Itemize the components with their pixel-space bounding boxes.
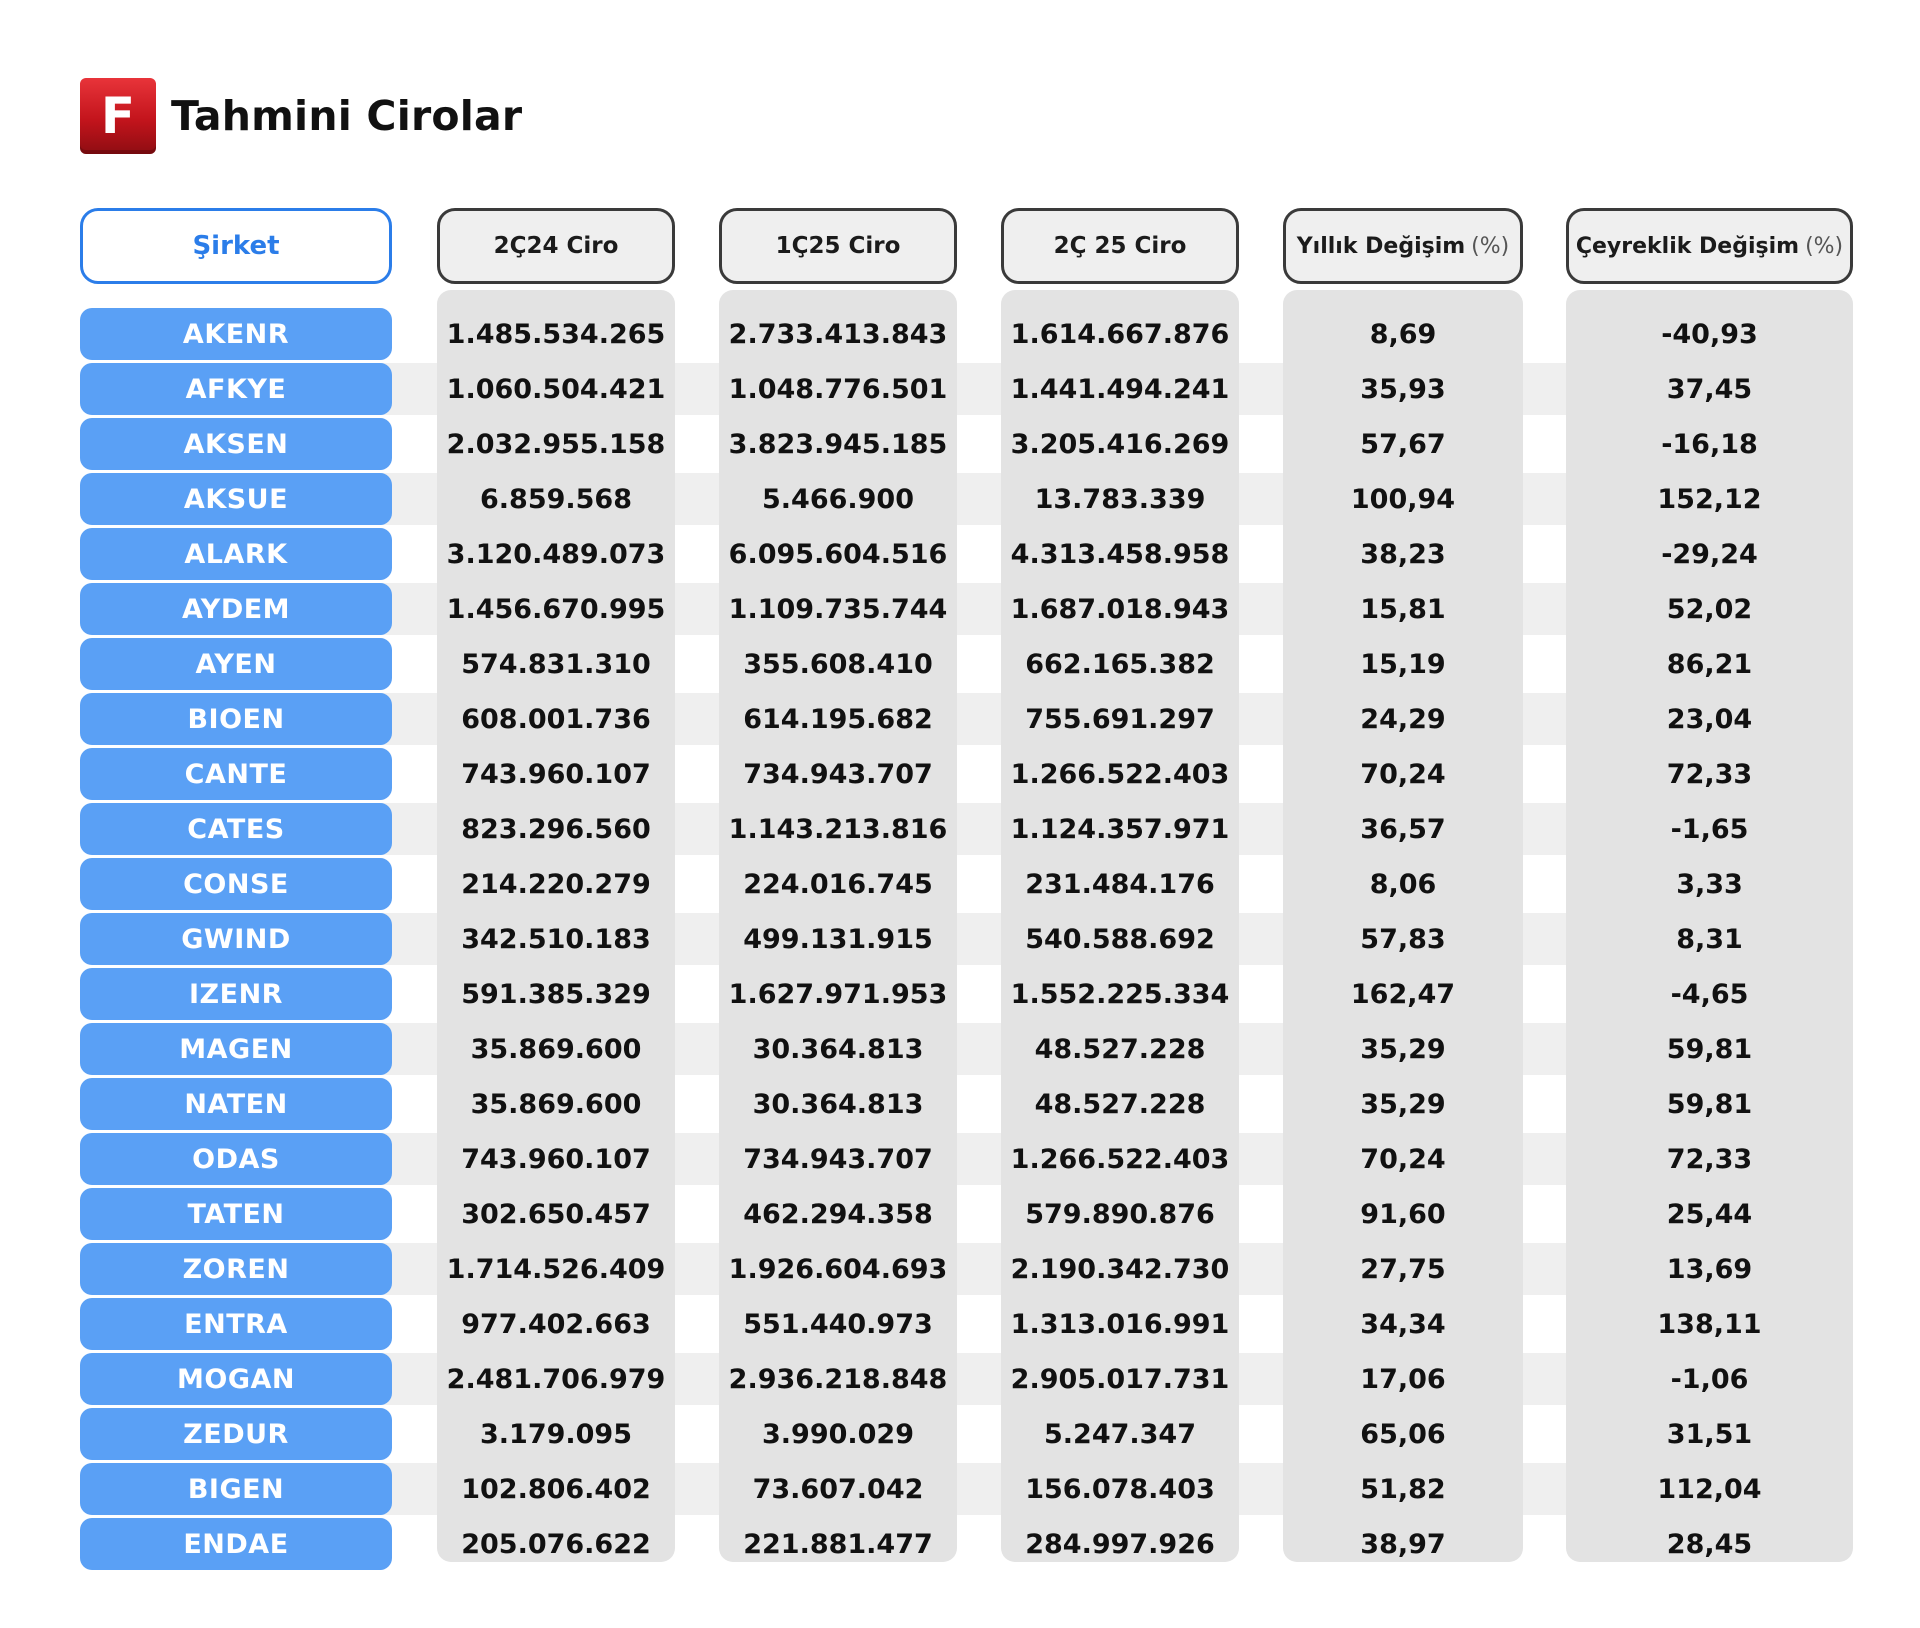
- brand-header: [80, 78, 522, 154]
- cell-q1-25: 614.195.682: [743, 703, 933, 735]
- cell-q2-25: 1.124.357.971: [1010, 813, 1230, 845]
- cell-q2-24: 205.076.622: [461, 1528, 651, 1560]
- cell-q2-25: 156.078.403: [1025, 1473, 1215, 1505]
- cell-q1-25: 3.990.029: [761, 1418, 915, 1450]
- cell-q1-25: 221.881.477: [743, 1528, 933, 1560]
- cell-yearly-change: 65,06: [1360, 1418, 1446, 1450]
- cell-q1-25: 2.733.413.843: [728, 318, 948, 350]
- header-company-label: Şirket: [192, 231, 280, 261]
- cell-q2-25: 2.905.017.731: [1010, 1363, 1230, 1395]
- cell-quarterly-change: 59,81: [1666, 1088, 1753, 1120]
- cell-yearly-change: 100,94: [1350, 483, 1456, 515]
- cell-q2-25: 231.484.176: [1025, 868, 1215, 900]
- cell-q1-25: 1.109.735.744: [728, 593, 948, 625]
- company-ticker: AYDEM: [80, 583, 392, 635]
- company-ticker: AKSEN: [80, 418, 392, 470]
- company-ticker: GWIND: [80, 913, 392, 965]
- company-ticker: AKENR: [80, 308, 392, 360]
- cell-q2-25: 2.190.342.730: [1010, 1253, 1230, 1285]
- cell-yearly-change: 162,47: [1350, 978, 1456, 1010]
- company-ticker: AFKYE: [80, 363, 392, 415]
- cell-yearly-change: 70,24: [1360, 758, 1446, 790]
- brand-logo-icon: [80, 78, 156, 154]
- cell-q1-25: 734.943.707: [743, 758, 933, 790]
- cell-quarterly-change: 138,11: [1657, 1308, 1762, 1340]
- cell-q2-24: 2.032.955.158: [446, 428, 666, 460]
- header-q2-24-label: 2Ç24 Ciro: [493, 233, 619, 259]
- company-ticker: AYEN: [80, 638, 392, 690]
- cell-q2-24: 6.859.568: [479, 483, 633, 515]
- company-ticker: CANTE: [80, 748, 392, 800]
- cell-q1-25: 2.936.218.848: [728, 1363, 948, 1395]
- cell-quarterly-change: 72,33: [1666, 758, 1753, 790]
- cell-quarterly-change: -1,65: [1670, 813, 1749, 845]
- cell-quarterly-change: -29,24: [1661, 538, 1758, 570]
- header-yearly-change: [1283, 208, 1523, 284]
- company-ticker: MAGEN: [80, 1023, 392, 1075]
- cell-q2-25: 755.691.297: [1025, 703, 1215, 735]
- page-title: Tahmini Cirolar: [171, 92, 523, 140]
- company-ticker: IZENR: [80, 968, 392, 1020]
- cell-q2-25: 5.247.347: [1043, 1418, 1197, 1450]
- cell-quarterly-change: 37,45: [1666, 373, 1753, 405]
- cell-yearly-change: 17,06: [1360, 1363, 1446, 1395]
- cell-q2-24: 608.001.736: [461, 703, 651, 735]
- company-ticker: ALARK: [80, 528, 392, 580]
- cell-q2-24: 574.831.310: [461, 648, 651, 680]
- cell-quarterly-change: 86,21: [1666, 648, 1753, 680]
- cell-q2-24: 342.510.183: [461, 923, 651, 955]
- cell-yearly-change: 8,06: [1369, 868, 1437, 900]
- cell-q2-25: 13.783.339: [1034, 483, 1206, 515]
- cell-q1-25: 462.294.358: [743, 1198, 933, 1230]
- cell-yearly-change: 35,93: [1360, 373, 1446, 405]
- cell-quarterly-change: 72,33: [1666, 1143, 1753, 1175]
- cell-q2-24: 743.960.107: [461, 1143, 651, 1175]
- cell-q2-24: 3.120.489.073: [446, 538, 666, 570]
- cell-q2-24: 1.060.504.421: [446, 373, 666, 405]
- cell-q1-25: 6.095.604.516: [728, 538, 948, 570]
- cell-q1-25: 1.143.213.816: [728, 813, 948, 845]
- cell-q2-24: 35.869.600: [470, 1033, 642, 1065]
- cell-q2-24: 743.960.107: [461, 758, 651, 790]
- cell-q2-25: 1.441.494.241: [1010, 373, 1230, 405]
- cell-q2-24: 35.869.600: [470, 1088, 642, 1120]
- cell-q2-24: 977.402.663: [461, 1308, 651, 1340]
- header-yearly-label: Yıllık Değişim: [1296, 233, 1466, 259]
- cell-yearly-change: 24,29: [1360, 703, 1446, 735]
- cell-q2-25: 662.165.382: [1025, 648, 1215, 680]
- cell-yearly-change: 15,19: [1360, 648, 1446, 680]
- cell-q2-25: 540.588.692: [1025, 923, 1215, 955]
- cell-q1-25: 734.943.707: [743, 1143, 933, 1175]
- cell-quarterly-change: 31,51: [1666, 1418, 1753, 1450]
- cell-yearly-change: 35,29: [1360, 1088, 1446, 1120]
- cell-yearly-change: 15,81: [1360, 593, 1446, 625]
- cell-q2-25: 1.266.522.403: [1010, 758, 1230, 790]
- company-ticker: ENDAE: [80, 1518, 392, 1570]
- header-q1-25-label: 1Ç25 Ciro: [775, 233, 901, 259]
- cell-q1-25: 224.016.745: [743, 868, 933, 900]
- cell-q2-24: 2.481.706.979: [446, 1363, 666, 1395]
- cell-quarterly-change: -40,93: [1661, 318, 1758, 350]
- cell-q1-25: 551.440.973: [743, 1308, 933, 1340]
- cell-quarterly-change: 152,12: [1657, 483, 1762, 515]
- cell-quarterly-change: 13,69: [1666, 1253, 1753, 1285]
- cell-q1-25: 73.607.042: [752, 1473, 924, 1505]
- cell-yearly-change: 91,60: [1360, 1198, 1446, 1230]
- company-ticker: CATES: [80, 803, 392, 855]
- cell-q2-25: 48.527.228: [1034, 1033, 1206, 1065]
- cell-q2-25: 1.266.522.403: [1010, 1143, 1230, 1175]
- company-ticker: AKSUE: [80, 473, 392, 525]
- cell-q1-25: 355.608.410: [743, 648, 933, 680]
- cell-q2-24: 591.385.329: [461, 978, 651, 1010]
- header-yearly-unit: (%): [1471, 233, 1510, 259]
- cell-q2-25: 1.313.016.991: [1010, 1308, 1230, 1340]
- cell-q1-25: 30.364.813: [752, 1033, 924, 1065]
- cell-q2-25: 48.527.228: [1034, 1088, 1206, 1120]
- header-quarterly-unit: (%): [1805, 233, 1844, 259]
- logo-letter: F: [100, 87, 136, 145]
- header-quarterly-label: Çeyreklik Değişim: [1575, 233, 1800, 259]
- cell-q2-24: 102.806.402: [461, 1473, 651, 1505]
- header-company: [80, 208, 392, 284]
- cell-quarterly-change: 8,31: [1676, 923, 1743, 955]
- header-q2-25-label: 2Ç 25 Ciro: [1053, 233, 1187, 259]
- cell-q1-25: 30.364.813: [752, 1088, 924, 1120]
- cell-q1-25: 1.926.604.693: [728, 1253, 948, 1285]
- cell-yearly-change: 34,34: [1360, 1308, 1446, 1340]
- cell-yearly-change: 70,24: [1360, 1143, 1446, 1175]
- company-ticker: ODAS: [80, 1133, 392, 1185]
- company-ticker: BIGEN: [80, 1463, 392, 1515]
- cell-quarterly-change: -4,65: [1670, 978, 1749, 1010]
- cell-yearly-change: 8,69: [1369, 318, 1437, 350]
- cell-quarterly-change: 23,04: [1666, 703, 1753, 735]
- company-ticker: MOGAN: [80, 1353, 392, 1405]
- header-quarterly-change: [1566, 208, 1853, 284]
- cell-q2-24: 214.220.279: [461, 868, 651, 900]
- cell-quarterly-change: -1,06: [1670, 1363, 1749, 1395]
- cell-q2-25: 284.997.926: [1025, 1528, 1215, 1560]
- cell-quarterly-change: 112,04: [1657, 1473, 1762, 1505]
- cell-yearly-change: 36,57: [1360, 813, 1446, 845]
- cell-yearly-change: 38,97: [1360, 1528, 1446, 1560]
- cell-yearly-change: 57,83: [1360, 923, 1446, 955]
- cell-q2-25: 1.614.667.876: [1010, 318, 1230, 350]
- cell-quarterly-change: 25,44: [1666, 1198, 1753, 1230]
- cell-q2-25: 4.313.458.958: [1010, 538, 1230, 570]
- company-ticker: NATEN: [80, 1078, 392, 1130]
- header-q2-25: [1001, 208, 1239, 284]
- cell-q2-25: 1.552.225.334: [1010, 978, 1230, 1010]
- header-q1-25: [719, 208, 957, 284]
- cell-q2-25: 1.687.018.943: [1010, 593, 1230, 625]
- company-ticker: ZOREN: [80, 1243, 392, 1295]
- cell-quarterly-change: 3,33: [1676, 868, 1743, 900]
- cell-q1-25: 1.627.971.953: [728, 978, 948, 1010]
- cell-q1-25: 3.823.945.185: [728, 428, 948, 460]
- cell-yearly-change: 38,23: [1360, 538, 1446, 570]
- cell-q2-24: 1.456.670.995: [446, 593, 666, 625]
- cell-q2-24: 302.650.457: [461, 1198, 651, 1230]
- cell-q1-25: 499.131.915: [743, 923, 933, 955]
- header-q2-24: [437, 208, 675, 284]
- cell-quarterly-change: 28,45: [1666, 1528, 1753, 1560]
- cell-q2-24: 1.714.526.409: [446, 1253, 666, 1285]
- cell-yearly-change: 35,29: [1360, 1033, 1446, 1065]
- company-ticker: ENTRA: [80, 1298, 392, 1350]
- cell-quarterly-change: 59,81: [1666, 1033, 1753, 1065]
- cell-quarterly-change: -16,18: [1661, 428, 1758, 460]
- cell-yearly-change: 57,67: [1360, 428, 1446, 460]
- cell-q1-25: 5.466.900: [761, 483, 915, 515]
- cell-q2-25: 3.205.416.269: [1010, 428, 1230, 460]
- company-ticker: CONSE: [80, 858, 392, 910]
- cell-yearly-change: 27,75: [1360, 1253, 1446, 1285]
- cell-quarterly-change: 52,02: [1666, 593, 1753, 625]
- cell-q1-25: 1.048.776.501: [728, 373, 948, 405]
- company-ticker: ZEDUR: [80, 1408, 392, 1460]
- company-ticker: BIOEN: [80, 693, 392, 745]
- cell-q2-25: 579.890.876: [1025, 1198, 1215, 1230]
- company-ticker: TATEN: [80, 1188, 392, 1240]
- cell-q2-24: 823.296.560: [461, 813, 651, 845]
- cell-q2-24: 1.485.534.265: [446, 318, 666, 350]
- cell-q2-24: 3.179.095: [479, 1418, 633, 1450]
- cell-yearly-change: 51,82: [1360, 1473, 1446, 1505]
